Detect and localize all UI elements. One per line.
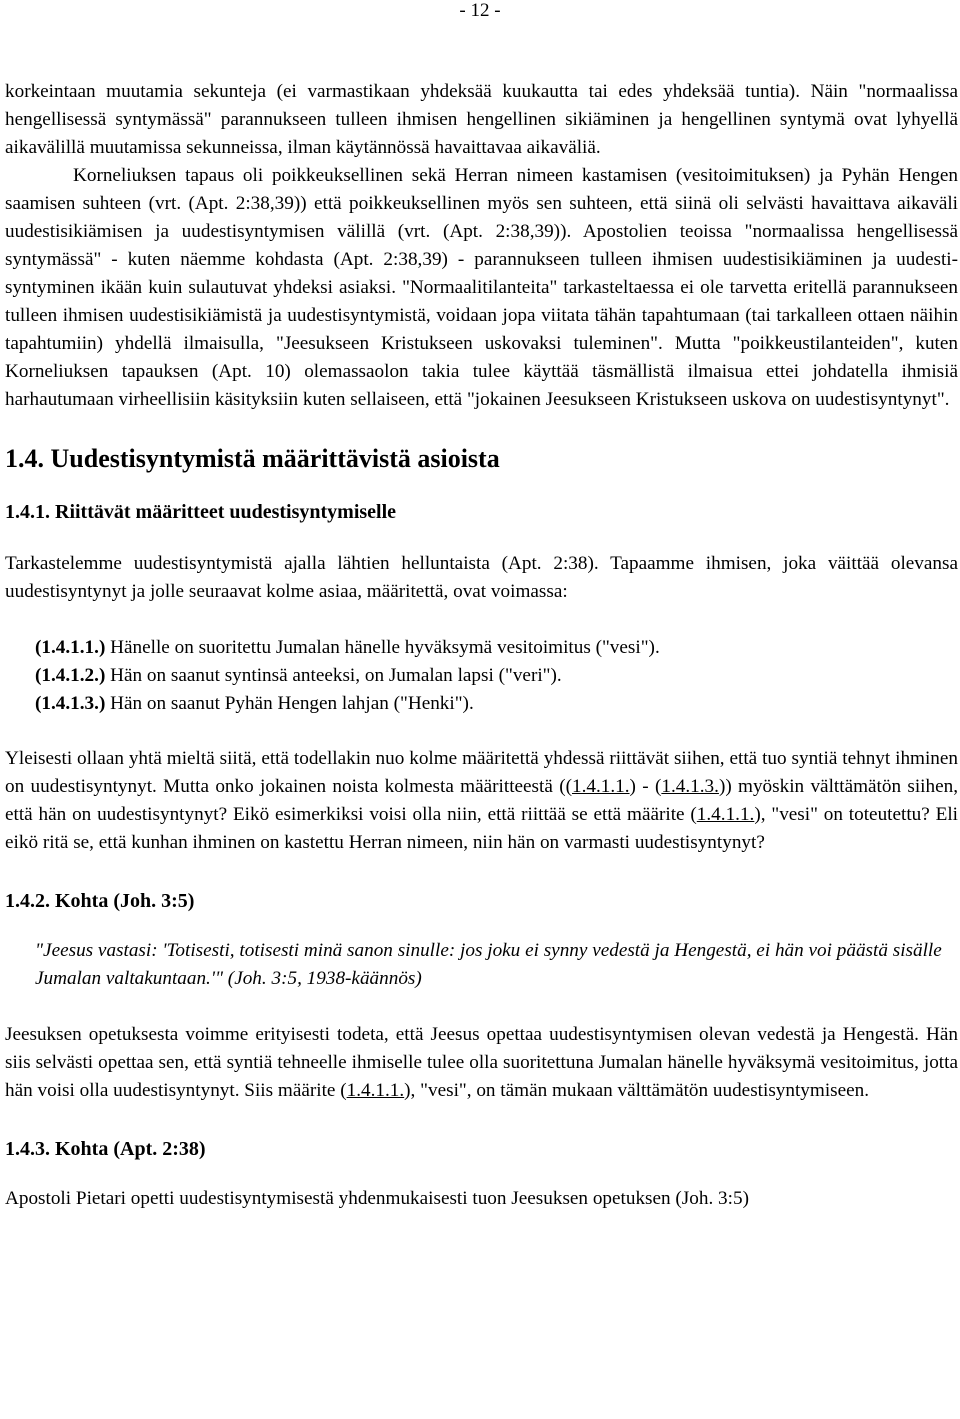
subsection-heading: 1.4.2. Kohta (Joh. 3:5) xyxy=(5,890,195,912)
document-body xyxy=(5,78,958,1213)
section-link[interactable]: 1.4.1.3. xyxy=(661,776,719,797)
list-item xyxy=(35,634,958,662)
list-item-text: Hän on saanut syntinsä anteeksi, on Jumalan lapsi ("veri"). xyxy=(105,665,562,686)
list-item xyxy=(35,690,958,718)
subsection-heading: 1.4.3. Kohta (Apt. 2:38) xyxy=(5,1138,206,1160)
list-item-number: (1.4.1.2.) xyxy=(35,665,106,686)
text: Yleisesti ollaan yhtä mieltä siitä, että todellakin nuo kolme määritettä yhdessä riittävät siihen, että tuo syntiä tehnyt ihminen on uudestisyntynyt. Mutta onko jokainen noista kolmesta määritteestä (( xyxy=(5,748,958,797)
section-link[interactable]: 1.4.1.1. xyxy=(696,804,755,825)
subsection-heading: 1.4.1. Riittävät määritteet uudestisyntymiselle xyxy=(5,501,397,523)
list-item-number: (1.4.1.1.) xyxy=(35,637,106,658)
list-item-text: Hän on saanut Pyhän Hengen lahjan ("Henki"). xyxy=(105,693,474,714)
text: ) - ( xyxy=(629,776,662,797)
paragraph: Tarkastelemme uudestisyntymistä ajalla lähtien helluntaista (Apt. 2:38). Tapaamme ihmisen, joka väittää olevansa uudestisyntynyt ja jolle seuraavat kolme asiaa, määritettä, ovat voimassa: xyxy=(5,553,958,602)
paragraph: Apostoli Pietari opetti uudestisyntymisestä yhdenmukaisesti tuon Jeesuksen opetuksen (Joh. 3:5) xyxy=(5,1188,749,1209)
list-item-number: (1.4.1.3.) xyxy=(35,693,106,714)
bible-quote xyxy=(5,937,958,993)
quote-text: "Jeesus vastasi: 'Totisesti, totisesti minä sanon sinulle: jos joku ei synny vedestä ja Hengestä, ei hän voi päästä sisälle Jumalan valtakuntaan.'" (Joh. 3:5, 1938-käännös) xyxy=(35,940,942,989)
section-link[interactable]: 1.4.1.1. xyxy=(346,1080,405,1101)
text: )) myöskin välttämätön siihen, että hän on uudestisyntynyt? Eikö esimerkiksi voisi olla niin, että riittää se että määrite ( xyxy=(5,776,959,825)
section-link[interactable]: 1.4.1.1. xyxy=(571,776,630,797)
paragraph xyxy=(5,745,958,857)
paragraph xyxy=(5,1021,958,1105)
list-item xyxy=(35,662,958,690)
page-number: - 12 - xyxy=(459,0,501,21)
text: Jeesuksen opetuksesta voimme erityisesti todeta, että Jeesus opettaa uudestisyntymisen olevan vedestä ja Hengestä. Hän siis selvästi opettaa sen, että syntiä tehneelle ihmiselle tulee olla suoritettuna Jumalan hänelle hyväksymä vesitoimitus, jotta hän voisi olla uudestisyntynyt. Siis määrite ( xyxy=(5,1024,958,1101)
definition-list xyxy=(5,634,958,718)
text: ), "vesi" on toteutettu? Eli eikö ritä se, että kunhan ihminen on kastettu Herran nimeen, niin hän on varmasti uudestisyntynyt? xyxy=(5,804,958,853)
text: ), "vesi", on tämän mukaan välttämätön uudestisyntymiseen. xyxy=(404,1080,870,1101)
paragraph: korkeintaan muutamia sekunteja (ei varmastikaan yhdeksää kuukautta tai edes yhdeksää tuntia). Näin "normaalissa hengellisessä syntymässä" parannukseen tulleen ihmisen hengellinen sikiäminen ja hengellinen syntymä ovat lyhyellä aikavälillä muutamissa sekunneissa, ilman käytännössä havaittavaa aikaväliä. xyxy=(5,81,958,158)
list-item-text: Hänelle on suoritettu Jumalan hänelle hyväksymä vesitoimitus ("vesi"). xyxy=(105,637,660,658)
section-heading: 1.4. Uudestisyntymistä määrittävistä asioista xyxy=(5,444,500,473)
paragraph: Korneliuksen tapaus oli poikkeuksellinen sekä Herran nimeen kastamisen (vesitoimituksen) ja Pyhän Hengen saamisen suhteen (vrt. (Apt. 2:38,39)) että poikkeuksellinen myös sen suhteen, että siinä oli selvästi havaittava aikaväli uudestisikiämisen ja uudestisyntymisen välillä (vrt. (Apt. 2:38,39)). Apostolien teoissa "normaalissa hengellisessä syntymässä" - kuten näemme kohdasta (Apt. 2:38,39) - parannukseen tulleen ihmisen uudestisikiäminen ja uudesti-syntyminen ikään kuin sulautuvat yhdeksi asiaksi. "Normaalitilanteita" tarkasteltaessa ei ole tarvetta eritellä parannukseen tulleen ihmisen uudestisikiämistä ja uudestisyntymistä, voidaan jopa viitata tähän tapahtumaan (tai tarkalleen ottaen näihin tapahtumiin) yhdellä ilmaisulla, "Jeesukseen Kristukseen uskovaksi tuleminen". Mutta "poikkeustilanteiden", kuten Korneliuksen tapauksen (Apt. 10) olemassaolon takia tulee käyttää täsmällistä ilmaisua ettei johdatella ihmisiä harhautumaan virheellisiin käsityksiin kuten sellaiseen, että "jokainen Jeesukseen Kristukseen uskova on uudestisyntynyt". xyxy=(5,165,958,410)
